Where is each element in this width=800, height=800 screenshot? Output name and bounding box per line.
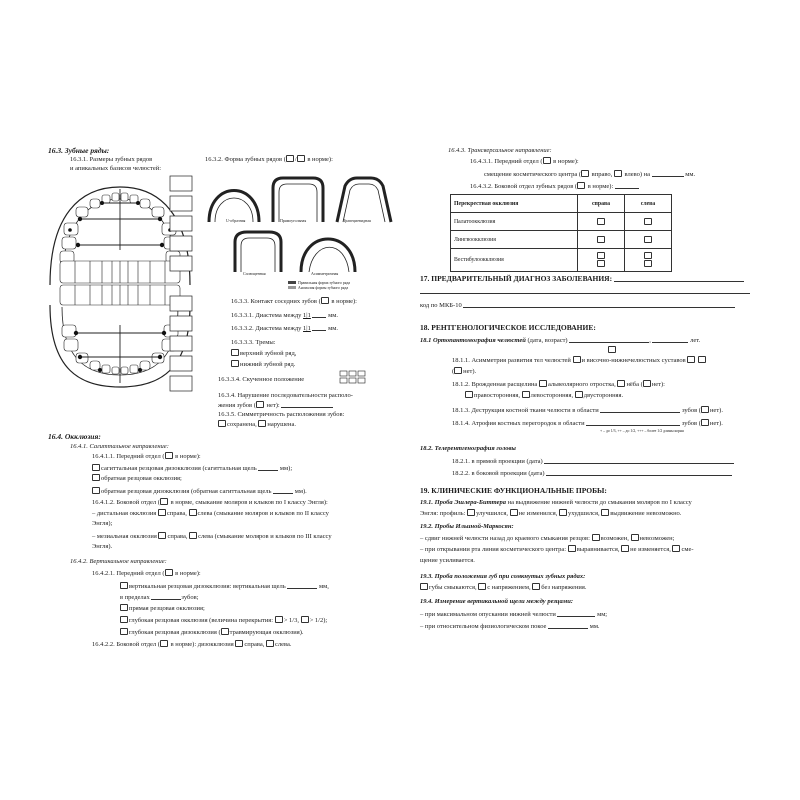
checkbox[interactable] (465, 391, 473, 398)
section-19-title: 19. КЛИНИЧЕСКИЕ ФУНКЦИОНАЛЬНЫЕ ПРОБЫ: (420, 486, 607, 495)
s16422-label: 16.4.2.2. Боковой отдел ( в норме): дизокклюзия справа, слева. (92, 641, 292, 648)
checkbox[interactable] (617, 380, 625, 387)
s1821-row: 18.2.1. в прямой проекции (дата) (452, 456, 734, 466)
checkbox[interactable] (597, 252, 605, 259)
checkbox[interactable] (559, 509, 567, 516)
checkbox[interactable] (165, 569, 173, 576)
s16334-label: 16.3.3.4. Скученное положение (218, 376, 305, 383)
distal-row: – дистальная окклюзия справа, слева (смыкание моляров и клыков по II классу (92, 510, 329, 517)
s192-a-row: – сдвиг нижней челюсти назад до краевого смыкания резцов: возможен, невозможен; (420, 535, 675, 542)
checkbox[interactable] (532, 583, 540, 590)
s193-options: губы смыкаются, с напряжением, без напряжения. (420, 583, 587, 592)
checkbox[interactable] (687, 356, 695, 363)
checkbox[interactable] (231, 349, 239, 356)
checkbox-extra[interactable] (608, 346, 617, 355)
table-row (451, 249, 672, 272)
checkbox[interactable] (698, 356, 706, 363)
checkbox[interactable] (614, 170, 622, 177)
checkbox[interactable] (165, 452, 173, 459)
vert1b-row: в пределах зубов; (120, 594, 199, 601)
s1811-net: ( нет). (452, 368, 477, 375)
checkbox[interactable] (256, 401, 264, 408)
s1822-row: 18.2.2. в боковой проекции (дата) (452, 468, 732, 478)
checkbox[interactable] (581, 170, 589, 177)
section-17-title: 17. ПРЕДВАРИТЕЛЬНЫЙ ДИАГНОЗ ЗАБОЛЕВАНИЯ: (420, 274, 744, 283)
checkbox[interactable] (672, 545, 680, 552)
s192-b-cont: щение усиливается. (420, 557, 475, 564)
checkbox[interactable] (568, 545, 576, 552)
s1814-row: 18.1.4. Атрофия костных перегородок в области зубов ( нет). (452, 420, 723, 427)
s193-label: 19.3. Проба положения губ при сомкнутых зубных рядах: (420, 573, 586, 580)
table-header-cell: Перекрестная окклюзия (451, 195, 578, 213)
engle-3: Энгля). (92, 543, 113, 550)
s16431-label: 16.4.3.1. Передний отдел ( в норме): (470, 158, 579, 165)
s1813-row: 18.1.3. Деструкция костной ткани челюсти в области зубов ( нет). (452, 407, 723, 414)
s16412-label: 16.4.1.2. Боковой отдел ( в норме, смыкание моляров и клыков по I классу Энгля): (92, 499, 328, 506)
checkbox[interactable] (608, 346, 616, 353)
checkbox[interactable] (231, 360, 239, 367)
table-cell (578, 213, 625, 231)
s1632-label: 16.3.2. Форма зубных рядов ( / в норме): (205, 156, 333, 163)
checkbox[interactable] (644, 218, 652, 225)
checkbox[interactable] (597, 260, 605, 267)
checkbox[interactable] (573, 356, 581, 363)
sagit1-option[interactable]: сагиттальная резцовая дизокклюзия (сагиттальная щель мм); (92, 463, 292, 473)
checkbox[interactable] (321, 297, 329, 304)
checkbox[interactable] (266, 640, 274, 647)
mesial-row: – мезиальная окклюзия справа, слева (смыкание моляров и клыков по III классу (92, 533, 332, 540)
checkbox[interactable] (644, 252, 652, 259)
s16421-label: 16.4.2.1. Передний отдел ( в норме): (92, 570, 201, 577)
table-row (451, 231, 672, 249)
s16333-label: 16.3.3.3. Тремы: (231, 339, 276, 346)
s192-b-row: – при открывании рта линия косметического центра: выравнивается, не изменяется, сме- (420, 546, 694, 553)
checkbox[interactable] (510, 509, 518, 516)
checkbox[interactable] (522, 391, 530, 398)
s194-label: 19.4. Измерение вертикальной щели между резцами: (420, 598, 574, 605)
checkbox[interactable] (621, 545, 629, 552)
form-label: Прямоугольная (280, 218, 307, 223)
checkbox[interactable] (235, 640, 243, 647)
checkbox[interactable] (160, 640, 168, 647)
vert4-option[interactable]: глубокая резцовая дизокклюзия ( травмирующая окклюзия). (120, 628, 304, 637)
shift-row: смещение косметического центра ( вправо, влево) на мм. (484, 171, 696, 178)
s16332-label: 16.3.3.2. Диастема между 1|1 мм. (231, 325, 338, 332)
table-cell (578, 249, 625, 272)
checkbox[interactable] (120, 616, 128, 623)
s191-options: Энгля: профиль: улучшился, не изменился, ухудшился, выдвижение невозможно. (420, 510, 682, 517)
s16432-label: 16.4.3.2. Боковой отдел зубных рядов ( в норме): (470, 181, 639, 191)
form-label: U-образная (226, 218, 246, 223)
crossbite-table (450, 194, 672, 272)
table-header-cell: справа (578, 195, 625, 213)
legend-normal: Правильная форма зубного ряда (288, 281, 350, 285)
table-cell: Вестибулоокклюзия (451, 249, 578, 272)
s181-row: 18.1 Ортопантомография челюстей (дата, возраст) , лет. (420, 337, 701, 344)
checkbox[interactable] (92, 487, 100, 494)
s1634-label-b: жения зубов ( нет): (218, 400, 333, 410)
checkbox[interactable] (158, 509, 166, 516)
checkbox[interactable] (701, 406, 709, 413)
upper-row-option[interactable]: верхний зубной ряд, (231, 349, 296, 358)
legend-note: + – до 1/3, ++ – до 1/2, +++ – более 1/2 длины корня (600, 429, 684, 433)
s191-row: 19.1. Проба Эшлера-Биттера на выдвижение нижней челюсти до смыкания моляров по I классу (420, 499, 692, 506)
sagit3-option[interactable]: обратная резцовая дизокклюзия (обратная сагиттальная щель мм). (92, 486, 307, 496)
checkbox[interactable] (592, 534, 600, 541)
checkbox[interactable] (158, 532, 166, 539)
lower-row-option[interactable]: нижний зубной ряд. (231, 360, 295, 369)
section-16-3-title: 16.3. Зубные ряды: (48, 146, 110, 155)
section-16-4-title: 16.4. Окклюзия: (48, 432, 101, 441)
checkbox[interactable] (577, 182, 585, 189)
vert1-option[interactable]: вертикальная резцовая дизокклюзия: вертикальная щель мм, (120, 581, 329, 591)
checkbox[interactable] (258, 420, 266, 427)
s182-label: 18.2. Телерентгенография головы (420, 445, 516, 452)
s1633-label: 16.3.3. Контакт соседних зубов ( в норме): (231, 298, 357, 305)
table-cell: Лингвоокклюзия (451, 231, 578, 249)
s1634-label: 16.3.4. Нарушение последовательности располо- (218, 392, 353, 399)
section-18-title: 18. РЕНТГЕНОЛОГИЧЕСКОЕ ИССЛЕДОВАНИЕ: (420, 323, 596, 332)
vert3-option[interactable]: глубокая резцовая окклюзия (величина перекрытия: > 1/3, > 1/2); (120, 616, 327, 625)
checkbox[interactable] (218, 420, 226, 427)
checkbox[interactable] (286, 155, 294, 162)
checkbox[interactable] (478, 583, 486, 590)
rest-pos-row: – при относительном физиологическом покое мм. (420, 623, 600, 630)
checkbox[interactable] (275, 616, 283, 623)
checkbox[interactable] (701, 419, 709, 426)
diagnosis-line[interactable] (420, 293, 750, 294)
form-label: Сплющенная (243, 271, 266, 276)
checkbox[interactable] (92, 474, 100, 481)
checkbox[interactable] (120, 628, 128, 635)
checkbox[interactable] (301, 616, 309, 623)
sagit2-option[interactable]: обратная резцовая окклюзия; (92, 474, 182, 483)
vert2-option[interactable]: прямая резцовая окклюзия; (120, 604, 205, 613)
symmetry-options: сохранена, нарушена. (218, 420, 296, 429)
s192-label: 19.2. Пробы Ильиной-Маркосян: (420, 523, 514, 530)
checkbox[interactable] (543, 157, 551, 164)
s1812-row: 18.1.2. Врожденная расщелина альвеолярного отростка, нёба ( нет): (452, 381, 665, 388)
checkbox[interactable] (597, 236, 605, 243)
s1811-row: 18.1.1. Асимметрия развития тел челюстей и височно-нижнечелюстных суставов (452, 356, 707, 365)
checkbox[interactable] (120, 604, 128, 611)
measurement-boxes (170, 176, 194, 391)
checkbox[interactable] (643, 380, 651, 387)
checkbox[interactable] (221, 628, 229, 635)
s1635-label: 16.3.5. Симметричность расположения зубов: (218, 411, 345, 418)
s1642-label: 16.4.2. Вертикальное направление: (70, 558, 167, 565)
checkbox[interactable] (539, 380, 547, 387)
checkbox[interactable] (467, 509, 475, 516)
table-cell: Палатоокклюзия (451, 213, 578, 231)
s1631-label-b: и апикальных базисов челюстей: (70, 165, 162, 172)
engle-2: Энгля); (92, 520, 113, 527)
checkbox[interactable] (92, 464, 100, 471)
table-row (451, 213, 672, 231)
table-cell (625, 231, 672, 249)
checkbox[interactable] (120, 582, 128, 589)
s16331-label: 16.3.3.1. Диастема между 1|1 мм. (231, 312, 338, 319)
checkbox[interactable] (601, 509, 609, 516)
form-label: Асимметричная (311, 271, 339, 276)
table-cell (625, 213, 672, 231)
s1631-label: 16.3.1. Размеры зубных рядов (70, 156, 153, 163)
checkbox[interactable] (189, 532, 197, 539)
checkbox[interactable] (631, 534, 639, 541)
checkbox[interactable] (420, 583, 428, 590)
checkbox[interactable] (644, 260, 652, 267)
mkb-row: код по МКБ-10 (420, 300, 735, 310)
table-header-cell: слева (625, 195, 672, 213)
checkbox[interactable] (644, 236, 652, 243)
form-label: Трапециевидная (343, 218, 371, 223)
s1641-label: 16.4.1. Сагиттальное направление: (70, 443, 169, 450)
table-cell (578, 231, 625, 249)
legend-anomaly: Аномалия формы зубного ряда (288, 286, 348, 290)
s16411-label: 16.4.1.1. Передний отдел ( в норме): (92, 453, 201, 460)
checkbox[interactable] (454, 367, 462, 374)
checkbox[interactable] (575, 391, 583, 398)
table-header-row (451, 195, 672, 213)
max-open-row: – при максимальном опускании нижней челюсти мм; (420, 611, 608, 618)
crowding-boxes (340, 371, 370, 385)
checkbox[interactable] (160, 498, 168, 505)
arch-forms-diagram (205, 170, 395, 285)
checkbox[interactable] (189, 509, 197, 516)
checkbox[interactable] (597, 218, 605, 225)
cleft-sides: правосторонняя, левосторонняя, двусторонняя. (465, 391, 623, 400)
s1643-label: 16.4.3. Трансверсальное направление: (448, 147, 552, 154)
checkbox[interactable] (297, 155, 305, 162)
table-cell (625, 249, 672, 272)
